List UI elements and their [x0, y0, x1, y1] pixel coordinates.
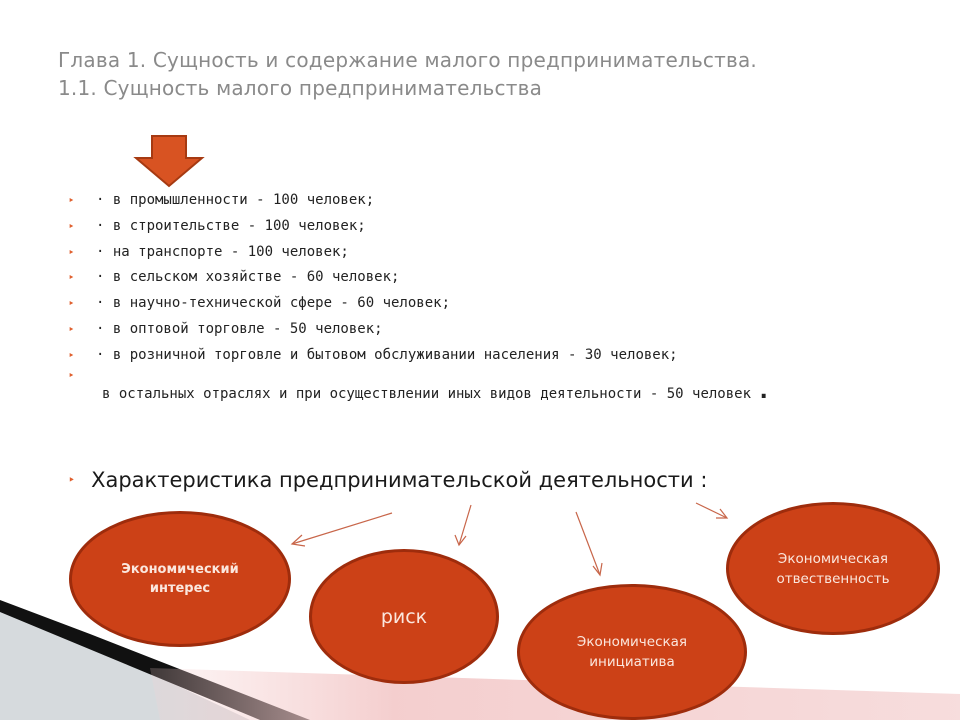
characteristics-heading — [68, 468, 707, 492]
slide-title — [58, 46, 918, 102]
arrow-to-responsibility — [696, 503, 727, 518]
list-item-text: · в промышленности - 100 человек; — [96, 192, 375, 208]
oval-risk — [309, 549, 499, 684]
arrow-to-interest — [292, 513, 392, 544]
bullet-marker-icon: ‣ — [68, 245, 75, 259]
list-item — [68, 188, 888, 214]
list-item-text — [102, 379, 768, 408]
bullet-list — [68, 188, 888, 413]
bullet-marker-icon: ‣ — [68, 368, 75, 382]
last-bullet-period: . — [759, 378, 768, 404]
oval-economic-interest — [69, 511, 291, 647]
title-line-1: Глава 1. Сущность и содержание малого предпринимательства. — [58, 48, 757, 72]
list-item — [68, 343, 888, 369]
oval-economic-responsibility-label: Экономическая отвественность — [776, 550, 890, 587]
down-arrow-icon — [136, 136, 202, 186]
oval-economic-responsibility — [726, 502, 940, 635]
oval-risk-label: риск — [380, 605, 428, 628]
list-item-text: · в оптовой торговле - 50 человек; — [96, 320, 383, 337]
oval-economic-interest-label: Экономический интерес — [121, 562, 239, 596]
bullet-marker-icon: ‣ — [68, 194, 75, 207]
list-item — [68, 291, 888, 317]
list-item-text: · в строительстве - 100 человек; — [96, 217, 366, 234]
arrow-to-initiative — [576, 512, 600, 575]
list-item-text: · в розничной торговле и бытовом обслуживании населения - 30 человек; — [96, 346, 678, 363]
list-item-text: · в научно-технической сфере - 60 человек; — [96, 295, 451, 312]
list-item-text: · в сельском хозяйстве - 60 человек; — [96, 269, 400, 286]
list-item — [68, 265, 888, 291]
list-item — [68, 317, 888, 343]
title-line-2: 1.1. Сущность малого предпринимательства — [58, 76, 543, 100]
bullet-marker-icon: ‣ — [68, 219, 75, 233]
list-item — [68, 214, 888, 240]
list-item — [68, 369, 888, 413]
bullet-marker-icon: ‣ — [68, 297, 75, 311]
oval-economic-initiative-label: Экономическая инициатива — [576, 634, 688, 670]
oval-economic-initiative — [517, 584, 747, 720]
bullet-marker-icon: ‣ — [68, 473, 76, 487]
bullet-marker-icon: ‣ — [68, 271, 75, 285]
bullet-marker-icon: ‣ — [68, 322, 75, 336]
bullet-marker-icon: ‣ — [68, 348, 75, 362]
heading-text: Характеристика предпринимательской деятельности : — [91, 468, 708, 492]
list-item-text: · на транспорте - 100 человек; — [96, 243, 349, 260]
list-item — [68, 240, 888, 266]
arrow-to-risk — [459, 505, 471, 545]
last-bullet-text: в остальных отраслях и при осуществлении иных видов деятельности - 50 человек — [102, 385, 752, 402]
